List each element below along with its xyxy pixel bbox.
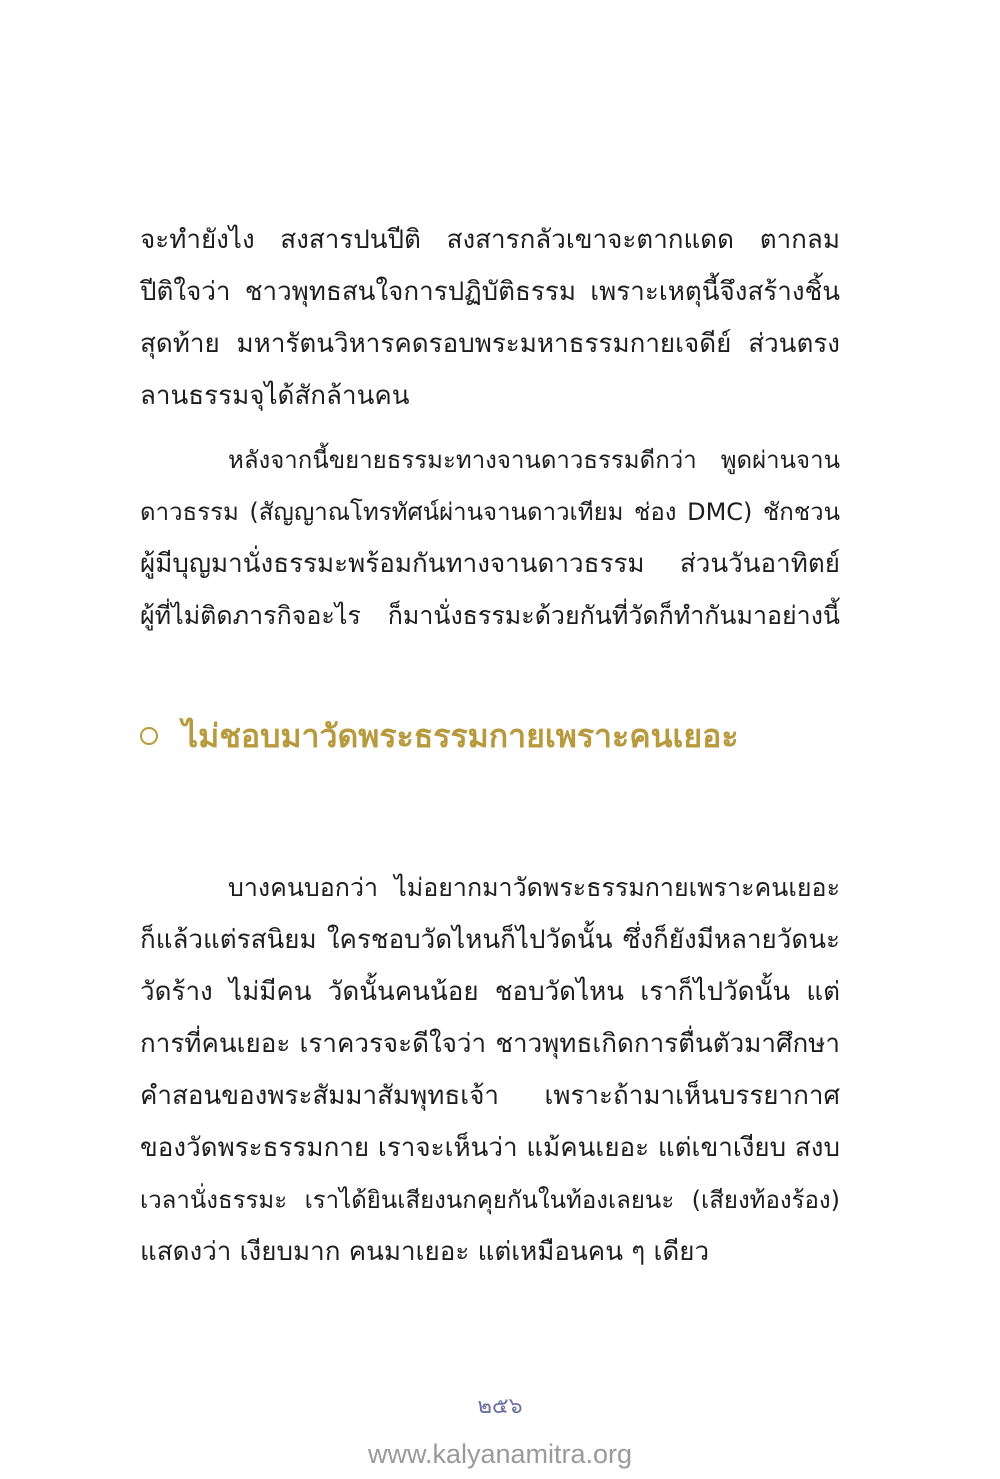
text-line: คำสอนของพระสัมมาสัมพุทธเจ้า เพราะถ้ามาเห็นบรรยากาศ (140, 1081, 840, 1111)
text-line: ก็แล้วแต่รสนิยม ใครชอบวัดไหนก็ไปวัดนั้น ซึ่งก็ยังมีหลายวัดนะ (140, 925, 840, 955)
text-line: จะทำยังไง สงสารปนปีติ สงสารกลัวเขาจะตากแดด ตากลม (140, 225, 840, 255)
text-line: บางคนบอกว่า ไม่อยากมาวัดพระธรรมกายเพราะคนเยอะ (228, 873, 840, 902)
text-line: ผู้ที่ไม่ติดภารกิจอะไร ก็มานั่งธรรมะด้วยกันที่วัดก็ทำกันมาอย่างนี้ (140, 601, 840, 630)
text-line: เวลานั่งธรรมะ เราได้ยินเสียงนกคุยกันในท้องเลยนะ (เสียงท้องร้อง) (140, 1186, 840, 1214)
website-url: www.kalyanamitra.org (367, 1439, 633, 1469)
paragraph-2 (140, 434, 840, 642)
text-line: ดาวธรรม (สัญญาณโทรทัศน์ผ่านจานดาวเทียม ช่อง DMC) ชักชวน (140, 498, 840, 526)
paragraph-1 (140, 214, 840, 422)
text-line: การที่คนเยอะ เราควรจะดีใจว่า ชาวพุทธเกิดการตื่นตัวมาศึกษา (140, 1029, 840, 1059)
text-line: แสดงว่า เงียบมาก คนมาเยอะ แต่เหมือนคน ๆ เดียว (140, 1237, 710, 1267)
text-line: ของวัดพระธรรมกาย เราจะเห็นว่า แม้คนเยอะ แต่เขาเงียบ สงบ (140, 1133, 840, 1163)
section-heading-text: ไม่ชอบมาวัดพระธรรมกายเพราะคนเยอะ (182, 717, 739, 755)
circle-bullet-icon (140, 727, 158, 745)
text-line: วัดร้าง ไม่มีคน วัดนั้นคนน้อย ชอบวัดไหน เราก็ไปวัดนั้น แต่ (140, 977, 840, 1007)
text-line: ปีติใจว่า ชาวพุทธสนใจการปฏิบัติธรรม เพราะเหตุนี้จึงสร้างชิ้น (140, 277, 840, 307)
section-heading (140, 708, 739, 764)
page-number: ๒๕๖ (477, 1394, 523, 1419)
text-line: ผู้มีบุญมานั่งธรรมะพร้อมกันทางจานดาวธรรม ส่วนวันอาทิตย์ (140, 549, 840, 579)
text-line: สุดท้าย มหารัตนวิหารคดรอบพระมหาธรรมกายเจดีย์ ส่วนตรง (140, 329, 840, 359)
text-line: หลังจากนี้ขยายธรรมะทางจานดาวธรรมดีกว่า พูดผ่านจาน (228, 446, 840, 474)
text-line: ลานธรรมจุได้สักล้านคน (140, 381, 410, 411)
paragraph-3 (140, 862, 840, 1278)
